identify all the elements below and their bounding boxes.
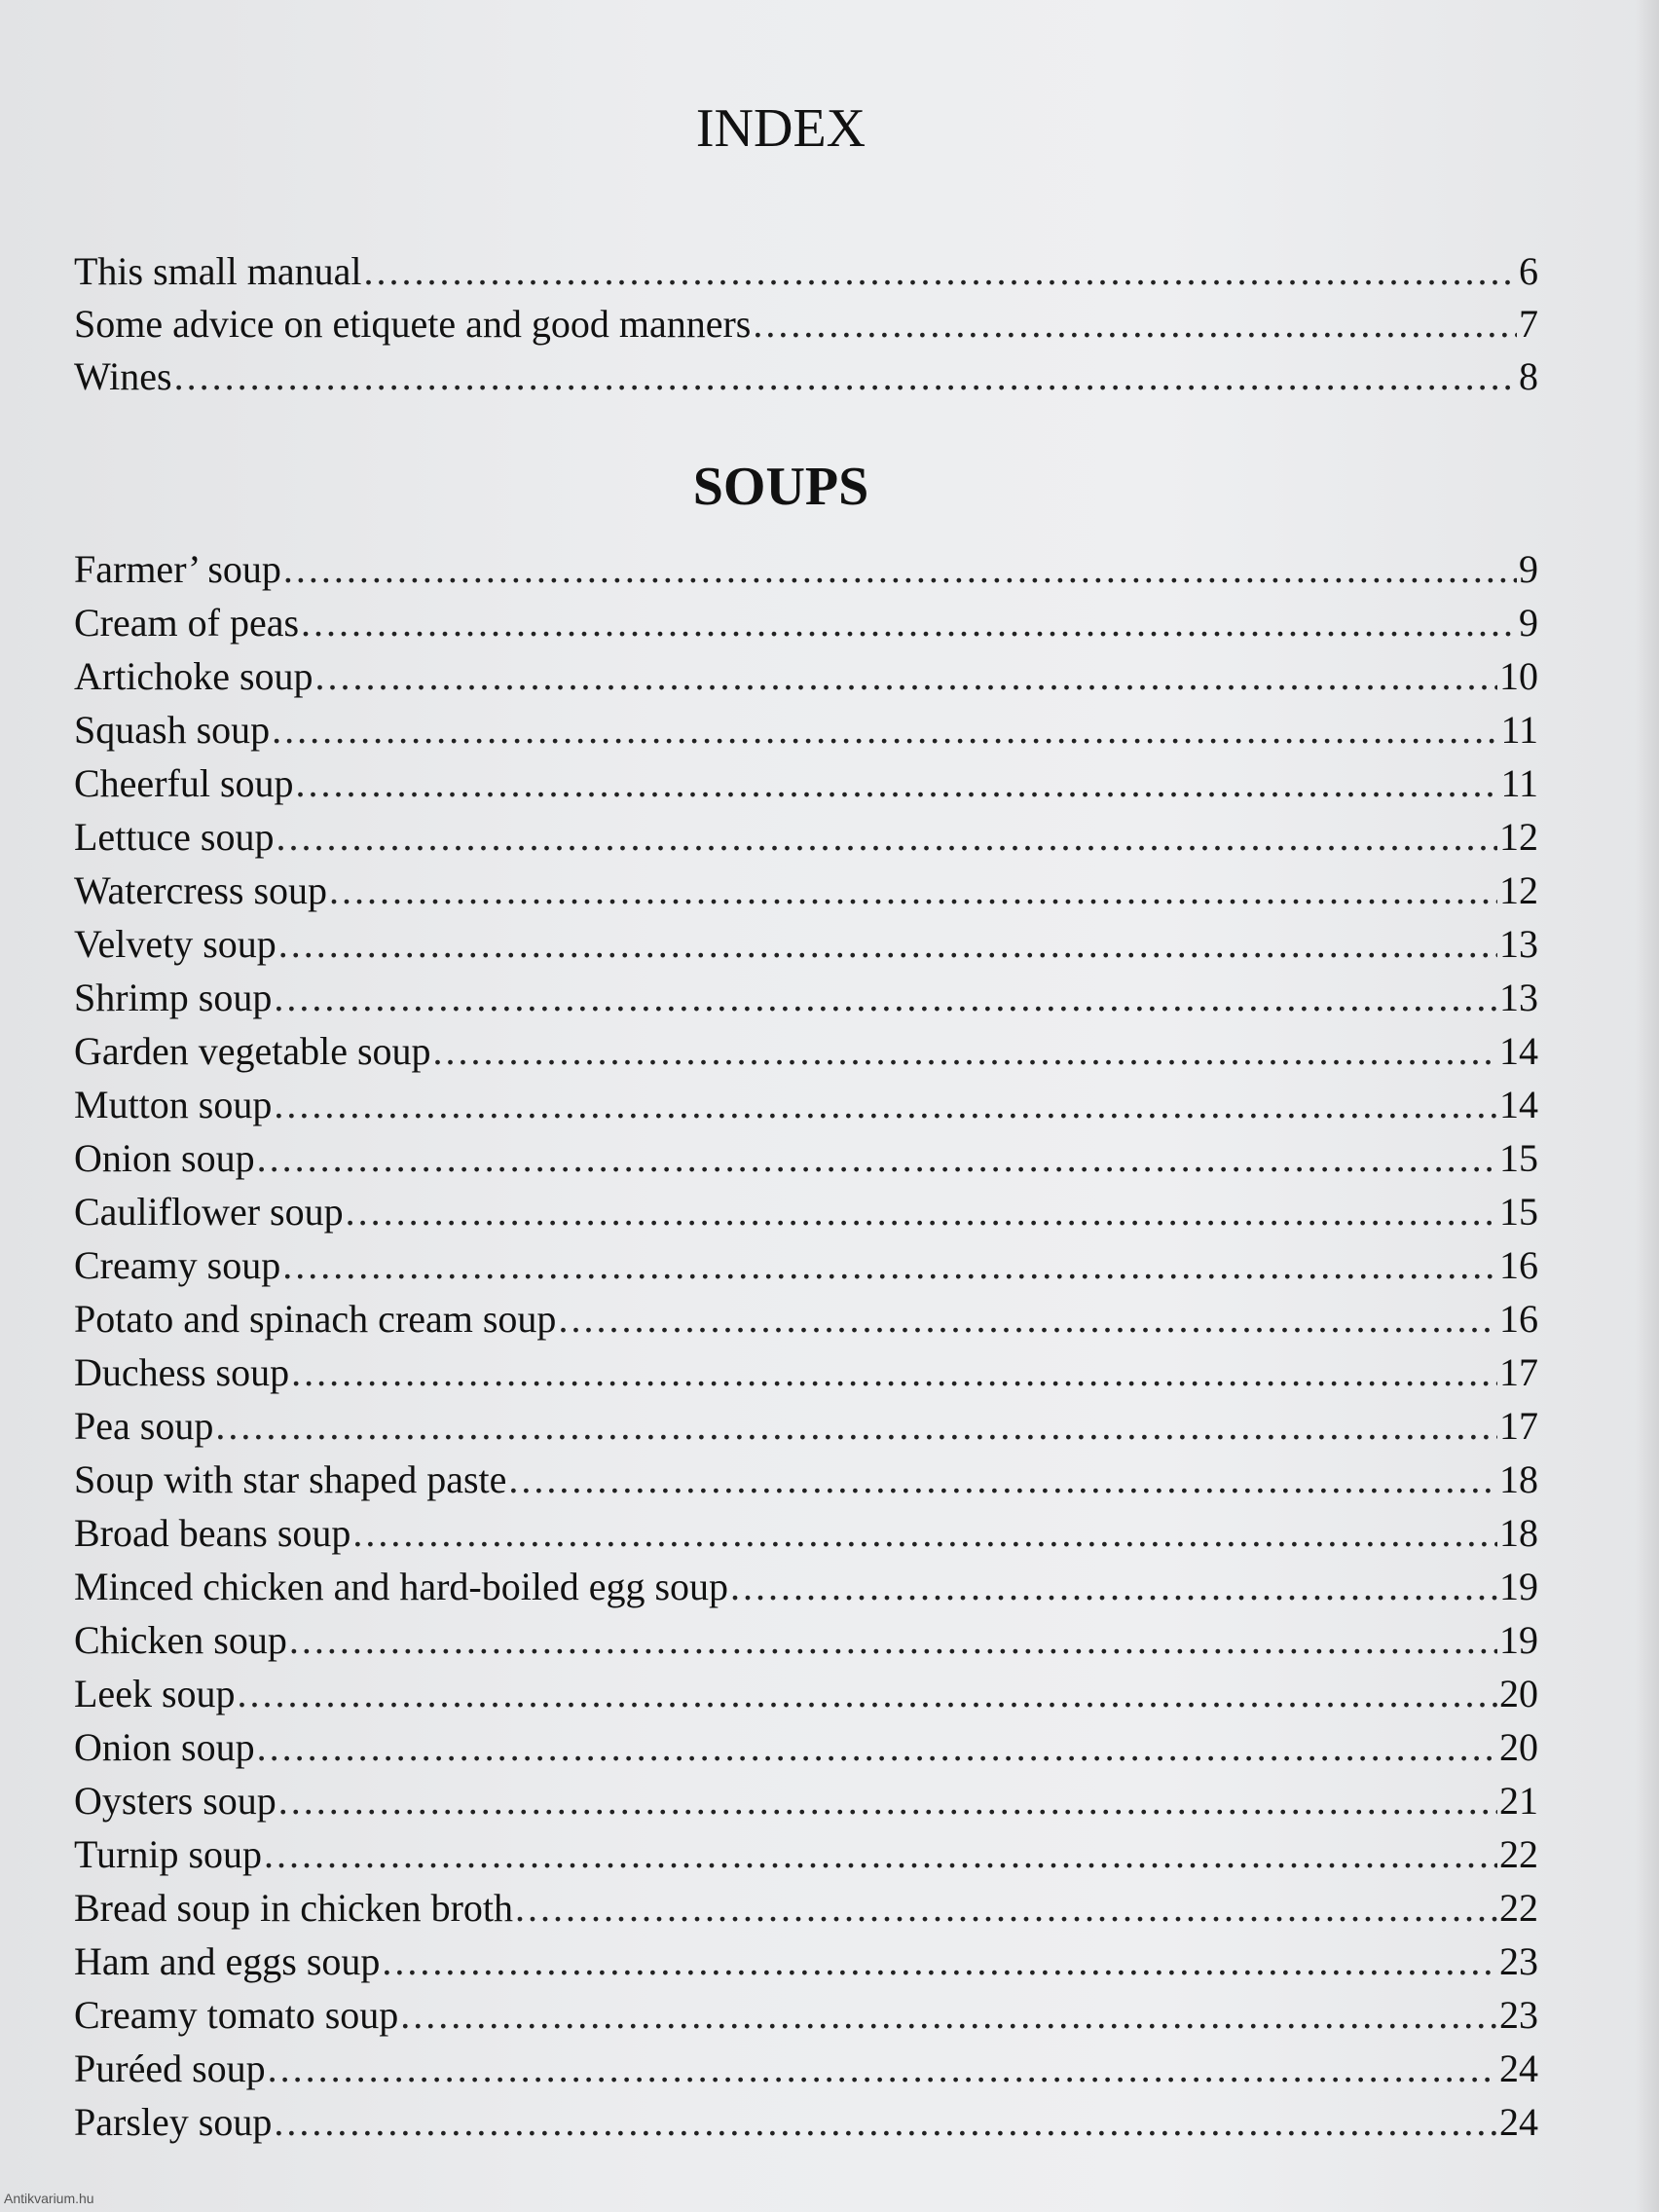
- toc-entry: [74, 652, 1538, 701]
- toc-entry-title: Mutton soup: [74, 1083, 273, 1126]
- toc-entry-title: Pea soup: [74, 1404, 214, 1448]
- toc-entry-title: Wines: [74, 354, 172, 398]
- toc-entry: [74, 1134, 1538, 1183]
- toc-entry: [74, 2045, 1538, 2093]
- toc-entry-title: This small manual: [74, 249, 362, 293]
- dot-leader: [257, 1134, 1497, 1183]
- dot-leader: [282, 1241, 1497, 1290]
- toc-entry: [74, 1241, 1538, 1290]
- dot-leader: [289, 1616, 1497, 1665]
- toc-entry-page: 12: [1499, 815, 1538, 859]
- dot-leader: [278, 920, 1497, 969]
- dot-leader: [400, 1991, 1497, 2040]
- toc-entry-title: Turnip soup: [74, 1832, 263, 1876]
- dot-leader: [174, 352, 1517, 401]
- page-edge-shadow: [1636, 0, 1659, 2212]
- toc-entry-title: Onion soup: [74, 1725, 255, 1769]
- dot-leader: [238, 1670, 1497, 1718]
- toc-entry: [74, 1670, 1538, 1718]
- toc-entry-title: Lettuce soup: [74, 815, 275, 859]
- toc-entry-title: Duchess soup: [74, 1350, 290, 1394]
- toc-entry-page: 11: [1500, 761, 1538, 805]
- watermark: Antikvarium.hu: [4, 2191, 94, 2206]
- dot-leader: [508, 1456, 1497, 1504]
- toc-entry-page: 18: [1499, 1457, 1538, 1501]
- toc-entry-page: 18: [1499, 1511, 1538, 1555]
- index-heading: INDEX: [695, 98, 866, 159]
- toc-entry-title: Creamy tomato soup: [74, 1993, 399, 2037]
- toc-entry-title: Leek soup: [74, 1672, 236, 1715]
- toc-entry-page: 10: [1499, 654, 1538, 698]
- dot-leader: [433, 1027, 1497, 1076]
- toc-entry-title: Parsley soup: [74, 2100, 273, 2144]
- toc-entry-page: 19: [1499, 1565, 1538, 1608]
- toc-entry-page: 11: [1500, 708, 1538, 752]
- toc-entry: [74, 759, 1538, 808]
- toc-entry-page: 9: [1519, 601, 1538, 645]
- toc-entry-title: Garden vegetable soup: [74, 1029, 431, 1073]
- toc-entry: [74, 1509, 1538, 1558]
- toc-entry: [74, 813, 1538, 862]
- toc-entry-page: 6: [1519, 249, 1538, 293]
- toc-entry: [74, 1188, 1538, 1236]
- toc-entry-title: Broad beans soup: [74, 1511, 351, 1555]
- dot-leader: [364, 247, 1517, 296]
- toc-entry-page: 22: [1499, 1886, 1538, 1930]
- toc-entry-title: Cream of peas: [74, 601, 300, 645]
- toc-entry-title: Cheerful soup: [74, 761, 294, 805]
- toc-entry-title: Squash soup: [74, 708, 271, 752]
- toc-entry-title: Potato and spinach cream soup: [74, 1297, 557, 1341]
- dot-leader: [276, 813, 1498, 862]
- toc-entry: [74, 1081, 1538, 1129]
- dot-leader: [291, 1348, 1497, 1397]
- dot-leader: [274, 1081, 1497, 1129]
- toc-entry-page: 23: [1499, 1939, 1538, 1983]
- toc-entry-title: Velvety soup: [74, 922, 276, 966]
- toc-entry: [74, 1991, 1538, 2040]
- toc-entry-title: Farmer’ soup: [74, 547, 281, 591]
- dot-leader: [329, 866, 1497, 915]
- toc-entry-page: 24: [1499, 2046, 1538, 2090]
- toc-entry-page: 22: [1499, 1832, 1538, 1876]
- toc-entry-page: 20: [1499, 1725, 1538, 1769]
- toc-entry-page: 13: [1499, 922, 1538, 966]
- dot-leader: [274, 2098, 1497, 2147]
- toc-entry-page: 14: [1499, 1083, 1538, 1126]
- toc-entry: [74, 1295, 1538, 1344]
- toc-entry-page: 12: [1499, 868, 1538, 912]
- toc-entry: [74, 1830, 1538, 1879]
- toc-entry: [74, 974, 1538, 1022]
- dot-leader: [215, 1402, 1497, 1451]
- dot-leader: [382, 1937, 1497, 1986]
- dot-leader: [352, 1509, 1497, 1558]
- toc-entry: [74, 247, 1538, 296]
- dot-leader: [272, 706, 1498, 755]
- toc-entry: [74, 1884, 1538, 1933]
- toc-entry-page: 15: [1499, 1190, 1538, 1234]
- dot-leader: [268, 2045, 1497, 2093]
- toc-entry-page: 9: [1519, 547, 1538, 591]
- toc-entry: [74, 1723, 1538, 1772]
- dot-leader: [730, 1563, 1497, 1611]
- toc-entry-page: 17: [1499, 1404, 1538, 1448]
- toc-entry: [74, 1027, 1538, 1076]
- toc-entry: [74, 599, 1538, 647]
- dot-leader: [753, 300, 1517, 349]
- toc-entry-page: 19: [1499, 1618, 1538, 1662]
- toc-entry: [74, 1937, 1538, 1986]
- toc-entry-page: 23: [1499, 1993, 1538, 2037]
- toc-entry: [74, 706, 1538, 755]
- toc-entry-title: Cauliflower soup: [74, 1190, 344, 1234]
- dot-leader: [301, 599, 1517, 647]
- toc-entry-page: 24: [1499, 2100, 1538, 2144]
- toc-entry-page: 17: [1499, 1350, 1538, 1394]
- toc-entry-page: 14: [1499, 1029, 1538, 1073]
- dot-leader: [315, 652, 1497, 701]
- toc-entry-title: Minced chicken and hard-boiled egg soup: [74, 1565, 729, 1608]
- dot-leader: [264, 1830, 1497, 1879]
- toc-entry: [74, 1348, 1538, 1397]
- toc-entry-page: 20: [1499, 1672, 1538, 1715]
- toc-entry-title: Creamy soup: [74, 1243, 281, 1287]
- toc-entry-page: 7: [1519, 302, 1538, 346]
- toc-entry-page: 16: [1499, 1297, 1538, 1341]
- toc-entry-page: 13: [1499, 976, 1538, 1019]
- toc-entry: [74, 920, 1538, 969]
- toc-entry: [74, 1456, 1538, 1504]
- dot-leader: [278, 1777, 1497, 1825]
- dot-leader: [346, 1188, 1497, 1236]
- toc-entry-title: Puréed soup: [74, 2046, 266, 2090]
- toc-entry-page: 21: [1499, 1779, 1538, 1823]
- toc-entry: [74, 1616, 1538, 1665]
- toc-entry: [74, 1563, 1538, 1611]
- toc-entry-title: Bread soup in chicken broth: [74, 1886, 513, 1930]
- toc-entry: [74, 1402, 1538, 1451]
- toc-entry-title: Oysters soup: [74, 1779, 276, 1823]
- toc-entry-title: Watercress soup: [74, 868, 328, 912]
- dot-leader: [558, 1295, 1497, 1344]
- toc-entry-title: Soup with star shaped paste: [74, 1457, 507, 1501]
- toc-entry-page: 8: [1519, 354, 1538, 398]
- toc-entry-title: Some advice on etiquete and good manners: [74, 302, 752, 346]
- toc-entry-title: Chicken soup: [74, 1618, 287, 1662]
- toc-entry-page: 15: [1499, 1136, 1538, 1180]
- toc-entry: [74, 2098, 1538, 2147]
- toc-entry-title: Ham and eggs soup: [74, 1939, 381, 1983]
- dot-leader: [257, 1723, 1497, 1772]
- toc-entry-page: 16: [1499, 1243, 1538, 1287]
- dot-leader: [296, 759, 1499, 808]
- dot-leader: [515, 1884, 1497, 1933]
- toc-entry-title: Artichoke soup: [74, 654, 313, 698]
- toc-entry: [74, 352, 1538, 401]
- soups-heading: SOUPS: [692, 457, 869, 517]
- toc-entry-title: Shrimp soup: [74, 976, 273, 1019]
- toc-entry-title: Onion soup: [74, 1136, 255, 1180]
- toc-entry: [74, 866, 1538, 915]
- toc-entry: [74, 300, 1538, 349]
- dot-leader: [283, 545, 1517, 594]
- dot-leader: [274, 974, 1497, 1022]
- toc-entry: [74, 545, 1538, 594]
- toc-entry: [74, 1777, 1538, 1825]
